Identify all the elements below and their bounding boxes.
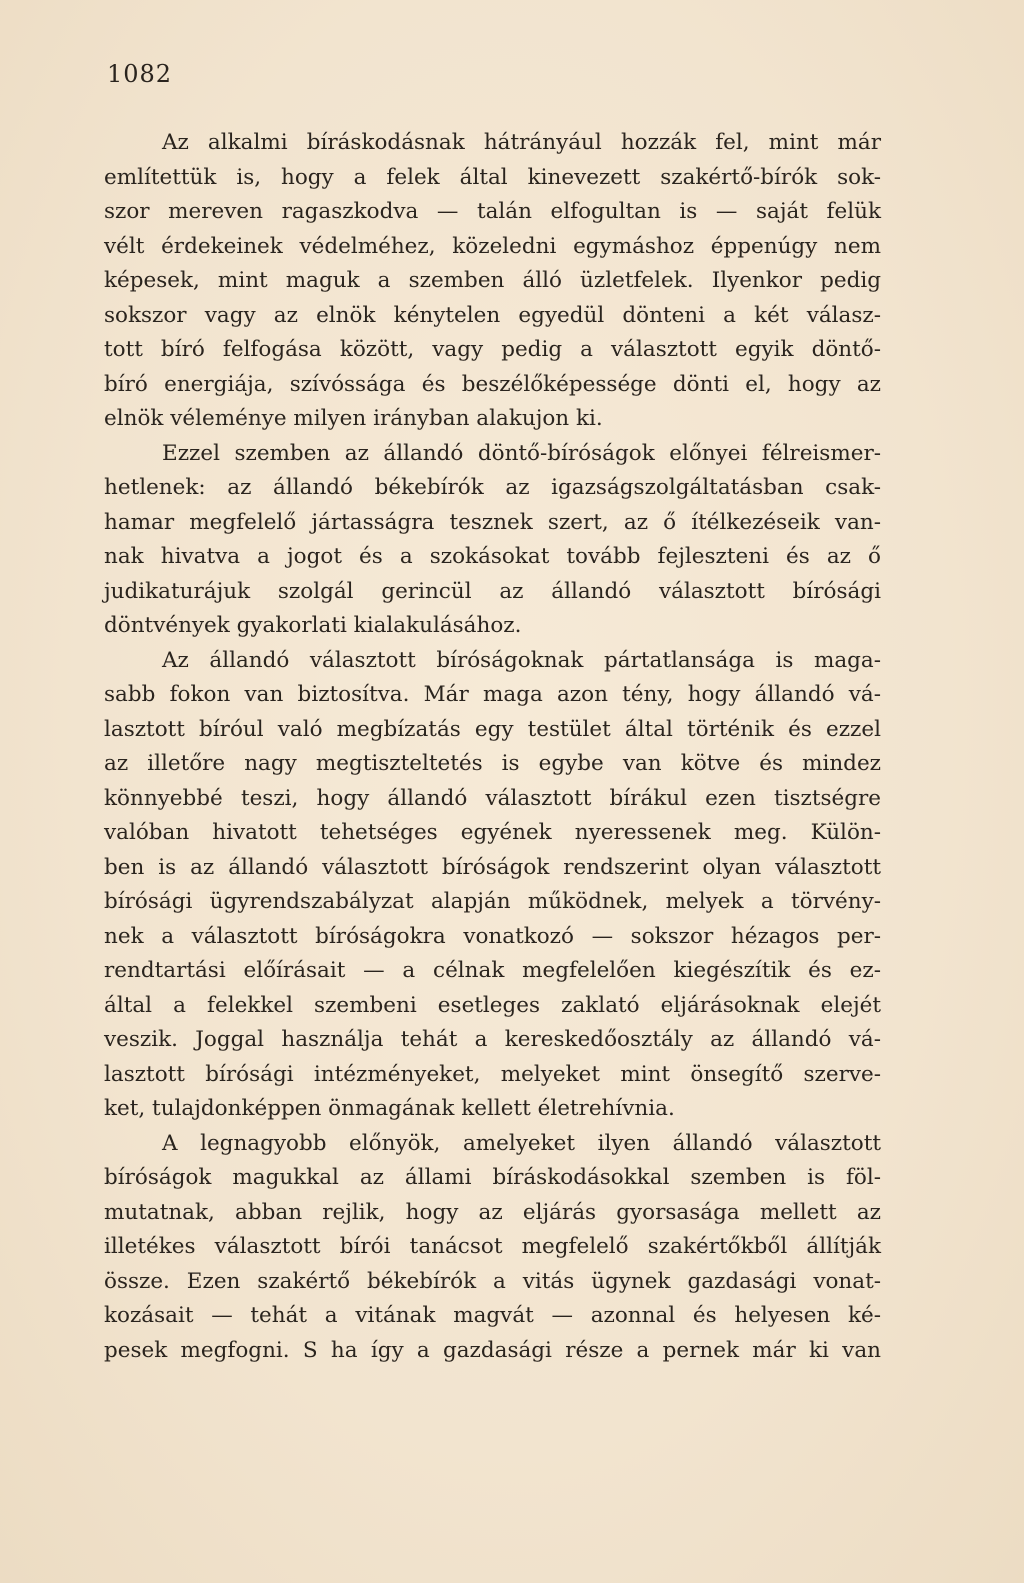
- paragraph-4: [104, 1127, 881, 1369]
- text-line: össze. Ezen szakértő békebírók a vitás ügynek gazdasági vonat-: [104, 1268, 881, 1294]
- text-line: hetlenek: az állandó békebírók az igazságszolgáltatásban csak-: [104, 475, 881, 500]
- text-line: ben is az állandó választott bíróságok rendszerint olyan választott: [104, 854, 881, 880]
- text-line: szor mereven ragaszkodva — talán elfogultan is — saját felük: [104, 199, 881, 224]
- text-line: bírósági ügyrendszabályzat alapján működnek, melyek a törvény-: [104, 889, 881, 914]
- text-line: hamar megfelelő jártasságra tesznek szert, az ő ítélkezéseik van-: [104, 509, 881, 535]
- text-line: Az alkalmi bíráskodásnak hátrányául hozzák fel, mint már: [162, 130, 881, 155]
- text-line: könnyebbé teszi, hogy állandó választott bírákul ezen tisztségre: [104, 785, 881, 811]
- page-number: 1082: [107, 60, 173, 88]
- text-line: döntvények gyakorlati kialakulásához.: [104, 613, 522, 638]
- text-line: mutatnak, abban rejlik, hogy az eljárás gyorsasága mellett az: [104, 1199, 881, 1225]
- text-line: Az állandó választott bíróságoknak pártatlansága is maga-: [162, 647, 881, 673]
- text-line: valóban hivatott tehetséges egyének nyeressenek meg. Külön-: [104, 820, 881, 845]
- text-line: az illetőre nagy megtiszteltetés is egybe van kötve és mindez: [104, 751, 881, 776]
- text-line: nak hivatva a jogot és a szokásokat tovább fejleszteni és az ő: [104, 544, 881, 569]
- text-line: pesek megfogni. S ha így a gazdasági része a pernek már ki van: [104, 1337, 881, 1363]
- text-line: rendtartási előírásait — a célnak megfelelően kiegészítik és ez-: [104, 958, 881, 983]
- paragraph-1: [104, 126, 881, 437]
- text-line: veszik. Joggal használja tehát a kereskedőosztály az állandó vá-: [104, 1027, 881, 1052]
- text-line: sabb fokon van biztosítva. Már maga azon tény, hogy állandó vá-: [104, 682, 881, 707]
- text-line: ket, tulajdonképpen önmagának kellett életrehívnia.: [104, 1096, 675, 1121]
- text-line: lasztott bíróul való megbízatás egy testület által történik és ezzel: [104, 716, 881, 742]
- text-line: elnök véleménye milyen irányban alakujon ki.: [104, 406, 603, 431]
- paragraph-3: [104, 644, 881, 1127]
- text-line: által a felekkel szembeni esetleges zaklató eljárásoknak elejét: [104, 992, 881, 1018]
- text-line: képesek, mint maguk a szemben álló üzletfelek. Ilyenkor pedig: [104, 268, 881, 293]
- text-line: vélt érdekeinek védelméhez, közeledni egymáshoz éppenúgy nem: [104, 233, 881, 259]
- text-line: Ezzel szemben az állandó döntő-bíróságok előnyei félreismer-: [162, 440, 881, 466]
- text-line: A legnagyobb előnyök, amelyeket ilyen állandó választott: [162, 1130, 881, 1156]
- text-line: említettük is, hogy a felek által kinevezett szakértő-bírók sok-: [104, 164, 881, 190]
- text-line: kozásait — tehát a vitának magvát — azonnal és helyesen ké-: [104, 1303, 881, 1328]
- body-text: [104, 126, 881, 1368]
- text-line: sokszor vagy az elnök kénytelen egyedül dönteni a két válasz-: [104, 302, 881, 328]
- text-line: lasztott bírósági intézményeket, melyeket mint önsegítő szerve-: [104, 1061, 881, 1087]
- paragraph-2: [104, 437, 881, 644]
- text-line: illetékes választott bírói tanácsot megfelelő szakértőkből állítják: [104, 1234, 881, 1259]
- text-line: tott bíró felfogása között, vagy pedig a választott egyik döntő-: [104, 337, 881, 362]
- text-line: nek a választott bíróságokra vonatkozó — sokszor hézagos per-: [104, 923, 881, 949]
- text-line: bíróságok magukkal az állami bíráskodásokkal szemben is föl-: [104, 1165, 881, 1190]
- text-line: bíró energiája, szívóssága és beszélőképessége dönti el, hogy az: [104, 371, 881, 397]
- text-line: judikaturájuk szolgál gerincül az állandó választott bírósági: [104, 578, 881, 604]
